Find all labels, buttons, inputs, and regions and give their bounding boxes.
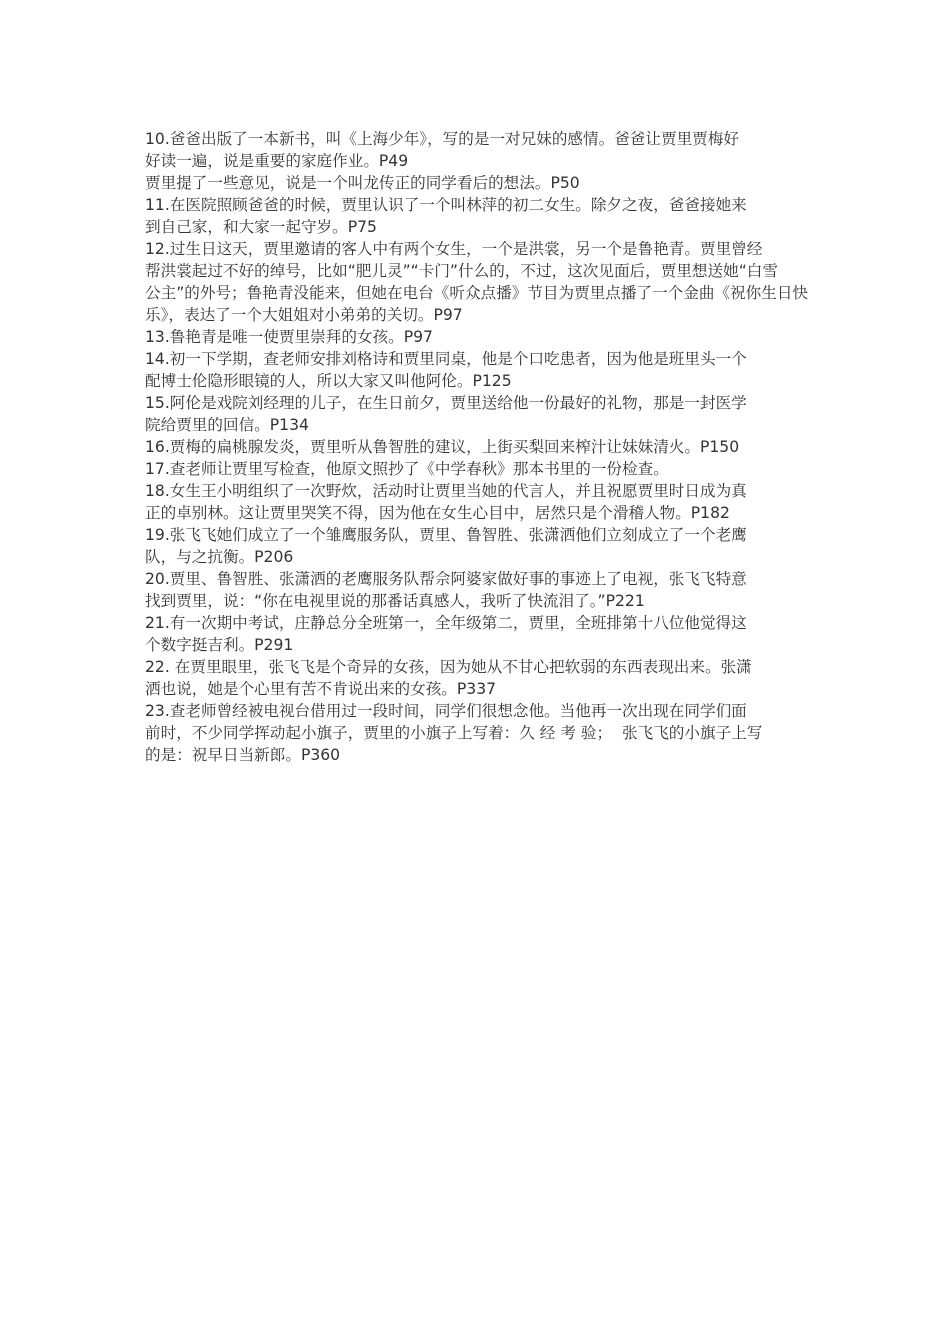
paragraph [145, 524, 810, 568]
text-line: 队，与之抗衡。P206 [145, 548, 294, 566]
text-line: 19.张飞飞她们成立了一个雏鹰服务队，贾里、鲁智胜、张潇洒他们立刻成立了一个老鹰 [145, 526, 747, 544]
text-line: 帮洪裳起过不好的绰号，比如“肥儿灵”“卡门”什么的，不过，这次见面后，贾里想送她“白雪 [145, 262, 778, 280]
text-line: 23.查老师曾经被电视台借用过一段时间，同学们很想念他。当他再一次出现在同学们面 [145, 702, 747, 720]
text-line: 15.阿伦是戏院刘经理的儿子，在生日前夕，贾里送给他一份最好的礼物，那是一封医学 [145, 394, 747, 412]
paragraph [145, 238, 810, 326]
text-line: 17.查老师让贾里写检查，他原文照抄了《中学春秋》那本书里的一份检查。 [145, 460, 669, 478]
paragraph [145, 656, 810, 700]
text-line: 公主”的外号；鲁艳青没能来，但她在电台《听众点播》节目为贾里点播了一个金曲《祝你生日快 [145, 284, 809, 302]
paragraph [145, 612, 810, 656]
paragraph [145, 172, 810, 194]
paragraph [145, 568, 810, 612]
paragraph [145, 392, 810, 436]
text-line: 13.鲁艳青是唯一使贾里崇拜的女孩。P97 [145, 328, 433, 346]
text-line: 21.有一次期中考试，庄静总分全班第一，全年级第二，贾里，全班排第十八位他觉得这 [145, 614, 747, 632]
text-line: 18.女生王小明组织了一次野炊，活动时让贾里当她的代言人，并且祝愿贾里时日成为真 [145, 482, 747, 500]
paragraph [145, 194, 810, 238]
text-line: 好读一遍，说是重要的家庭作业。P49 [145, 152, 409, 170]
text-line: 找到贾里，说：“你在电视里说的那番话真感人，我听了快流泪了。”P221 [145, 592, 645, 610]
text-line: 院给贾里的回信。P134 [145, 416, 309, 434]
paragraph [145, 348, 810, 392]
document-text [145, 128, 810, 766]
paragraph [145, 326, 810, 348]
text-line: 16.贾梅的扁桃腺发炎，贾里听从鲁智胜的建议，上街买梨回来榨汁让妹妹清火。P150 [145, 438, 740, 456]
text-line: 14.初一下学期，查老师安排刘格诗和贾里同桌，他是个口吃患者，因为他是班里头一个 [145, 350, 747, 368]
text-line: 的是：祝早日当新郎。P360 [145, 746, 341, 764]
text-line: 11.在医院照顾爸爸的时候，贾里认识了一个叫林萍的初二女生。除夕之夜，爸爸接她来 [145, 196, 747, 214]
text-line: 洒也说，她是个心里有苦不肯说出来的女孩。P337 [145, 680, 497, 698]
text-line: 10.爸爸出版了一本新书，叫《上海少年》，写的是一对兄妹的感情。爸爸让贾里贾梅好 [145, 130, 739, 148]
text-line: 正的卓别林。这让贾里哭笑不得，因为他在女生心目中，居然只是个滑稽人物。P182 [145, 504, 730, 522]
paragraph [145, 436, 810, 458]
text-line: 贾里提了一些意见，说是一个叫龙传正的同学看后的想法。P50 [145, 174, 580, 192]
paragraph [145, 128, 810, 172]
text-line: 前时，不少同学挥动起小旗子，贾里的小旗子上写着：久 经 考 验； 张飞飞的小旗子上写 [145, 724, 763, 742]
paragraph [145, 700, 810, 766]
text-line: 到自己家，和大家一起守岁。P75 [145, 218, 377, 236]
text-line: 乐》，表达了一个大姐姐对小弟弟的关切。P97 [145, 306, 463, 324]
text-line: 配博士伦隐形眼镜的人，所以大家又叫他阿伦。P125 [145, 372, 512, 390]
text-line: 22. 在贾里眼里，张飞飞是个奇异的女孩，因为她从不甘心把软弱的东西表现出来。张潇 [145, 658, 752, 676]
paragraph [145, 458, 810, 480]
paragraph [145, 480, 810, 524]
text-line: 20.贾里、鲁智胜、张潇洒的老鹰服务队帮佘阿婆家做好事的事迹上了电视，张飞飞特意 [145, 570, 747, 588]
text-line: 12.过生日这天，贾里邀请的客人中有两个女生，一个是洪裳，另一个是鲁艳青。贾里曾经 [145, 240, 763, 258]
text-line: 个数字挺吉利。P291 [145, 636, 294, 654]
